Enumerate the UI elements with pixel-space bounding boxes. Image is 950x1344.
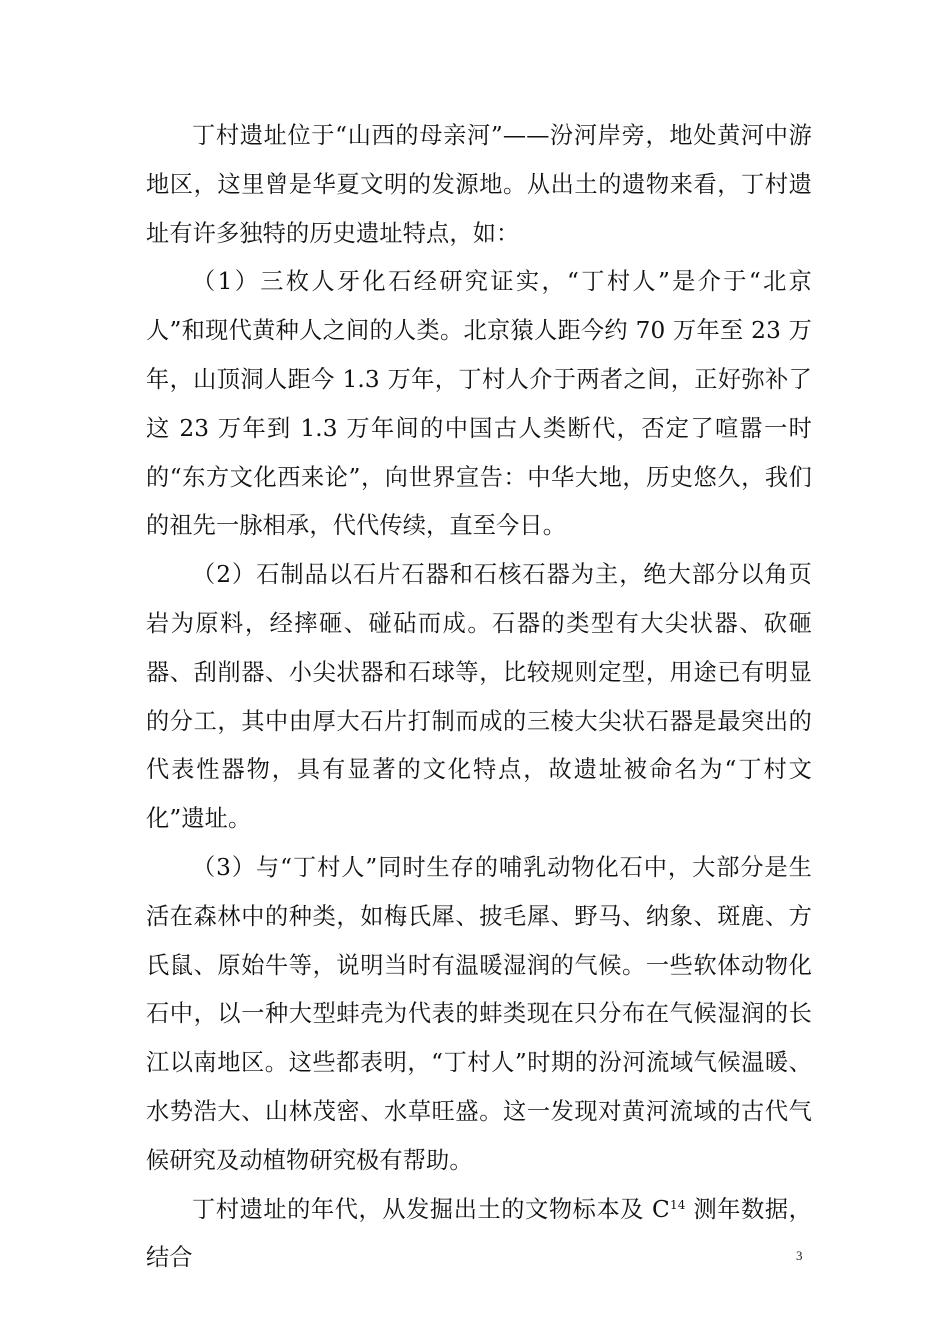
paragraph-point-2: （2）石制品以石片石器和石核石器为主，绝大部分以角页岩为原料，经摔砸、碰砧而成。石器的类型有大尖状器、砍砸器、刮削器、小尖状器和石球等，比较规则定型，用途已有明显的分工，其中由厚大石片打制而成的三棱大尖状石器是最突出的代表性器物，具有显著的文化特点，故遗址被命名为“丁村文化”遗址。 <box>146 561 812 833</box>
page-number: 3 <box>796 1248 803 1263</box>
paragraph-point-3: （3）与“丁村人”同时生存的哺乳动物化石中，大部分是生活在森林中的种类，如梅氏犀、披毛犀、野马、纳象、斑鹿、方氏鼠、原始牛等，说明当时有温暖湿润的气候。一些软体动物化石中，以一种大型蚌壳为代表的蚌类现在只分布在气候湿润的长江以南地区。这些都表明，“丁村人”时期的汾河流域气候温暖、水势浩大、山林茂密、水草旺盛。这一发现对黄河流域的古代气候研究及动植物研究极有帮助。 <box>146 853 812 1174</box>
paragraph-dating <box>146 1186 812 1284</box>
dating-text-before: 丁村遗址的年代，从发掘出土的文物标本及 C <box>192 1195 670 1223</box>
dating-text-after: 测年数据，结合 <box>146 1195 812 1272</box>
paragraph-point-1: （1）三枚人牙化石经研究证实，“丁村人”是介于“北京人”和现代黄种人之间的人类。北京猿人距今约 70 万年至 23 万年，山顶洞人距今 1.3 万年，丁村人介于两者之间，正好弥补了这 23 万年到 1.3 万年间的中国古人类断代，否定了喧嚣一时的“东方文化西来论”，向世界宣告：中华大地，历史悠久，我们的祖先一脉相承，代代传续，直至今日。 <box>146 268 812 540</box>
document-body <box>146 112 812 1283</box>
paragraph-intro: 丁村遗址位于“山西的母亲河”——汾河岸旁，地处黄河中游地区，这里曾是华夏文明的发源地。从出土的遗物来看，丁村遗址有许多独特的历史遗址特点，如： <box>146 122 812 247</box>
carbon-superscript: 14 <box>669 1197 686 1212</box>
